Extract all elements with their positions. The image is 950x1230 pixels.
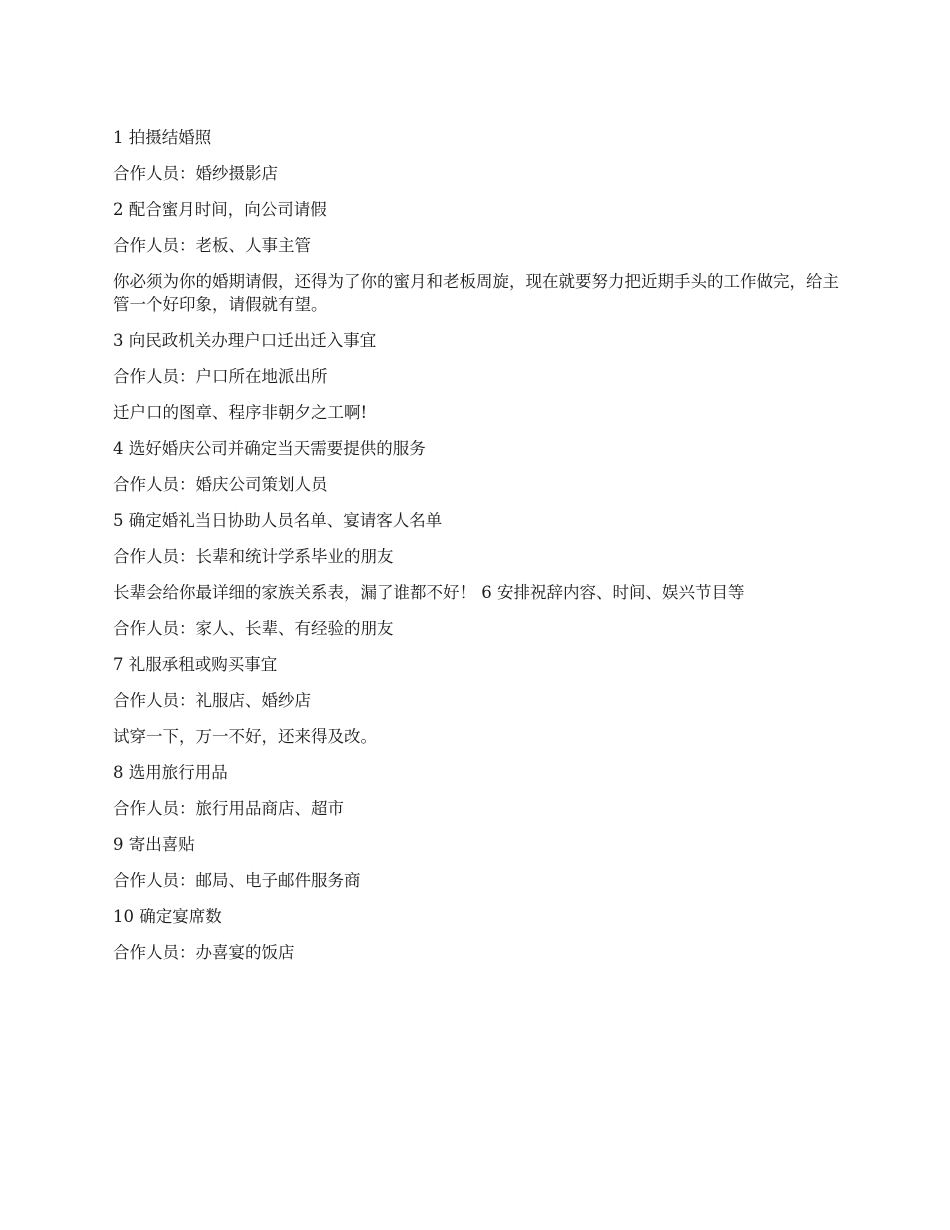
step-6-partners: 合作人员：家人、长辈、有经验的朋友 bbox=[113, 619, 394, 638]
step-2-partners: 合作人员：老板、人事主管 bbox=[113, 236, 311, 255]
step-3-partners: 合作人员：户口所在地派出所 bbox=[113, 367, 328, 386]
step-10-partners: 合作人员：办喜宴的饭店 bbox=[113, 943, 295, 962]
step-2-title: 2 配合蜜月时间，向公司请假 bbox=[113, 200, 327, 219]
step-7-partners: 合作人员：礼服店、婚纱店 bbox=[113, 691, 311, 710]
step-1-partners: 合作人员：婚纱摄影店 bbox=[113, 164, 278, 183]
step-3-note: 迁户口的图章、程序非朝夕之工啊! bbox=[113, 403, 368, 422]
step-4-partners: 合作人员：婚庆公司策划人员 bbox=[113, 475, 328, 494]
step-8-partners: 合作人员：旅行用品商店、超市 bbox=[113, 799, 344, 818]
step-3-title: 3 向民政机关办理户口迁出迁入事宜 bbox=[113, 331, 377, 350]
step-5-partners: 合作人员：长辈和统计学系毕业的朋友 bbox=[113, 547, 394, 566]
step-2-note: 你必须为你的婚期请假，还得为了你的蜜月和老板周旋，现在就要努力把近期手头的工作做完，给主管一个好印象，请假就有望。 bbox=[113, 272, 839, 314]
step-4-title: 4 选好婚庆公司并确定当天需要提供的服务 bbox=[113, 439, 426, 458]
step-10-title: 10 确定宴席数 bbox=[113, 907, 222, 926]
step-5-note-step-6-title: 长辈会给你最详细的家族关系表，漏了谁都不好！ 6 安排祝辞内容、时间、娱兴节目等 bbox=[113, 583, 745, 602]
step-5-title: 5 确定婚礼当日协助人员名单、宴请客人名单 bbox=[113, 511, 443, 530]
step-7-title: 7 礼服承租或购买事宜 bbox=[113, 655, 278, 674]
step-8-title: 8 选用旅行用品 bbox=[113, 763, 228, 782]
step-9-partners: 合作人员：邮局、电子邮件服务商 bbox=[113, 871, 361, 890]
step-1-title: 1 拍摄结婚照 bbox=[113, 128, 212, 147]
step-9-title: 9 寄出喜贴 bbox=[113, 835, 195, 854]
step-7-note: 试穿一下，万一不好，还来得及改。 bbox=[113, 727, 377, 746]
document-body bbox=[113, 126, 843, 977]
